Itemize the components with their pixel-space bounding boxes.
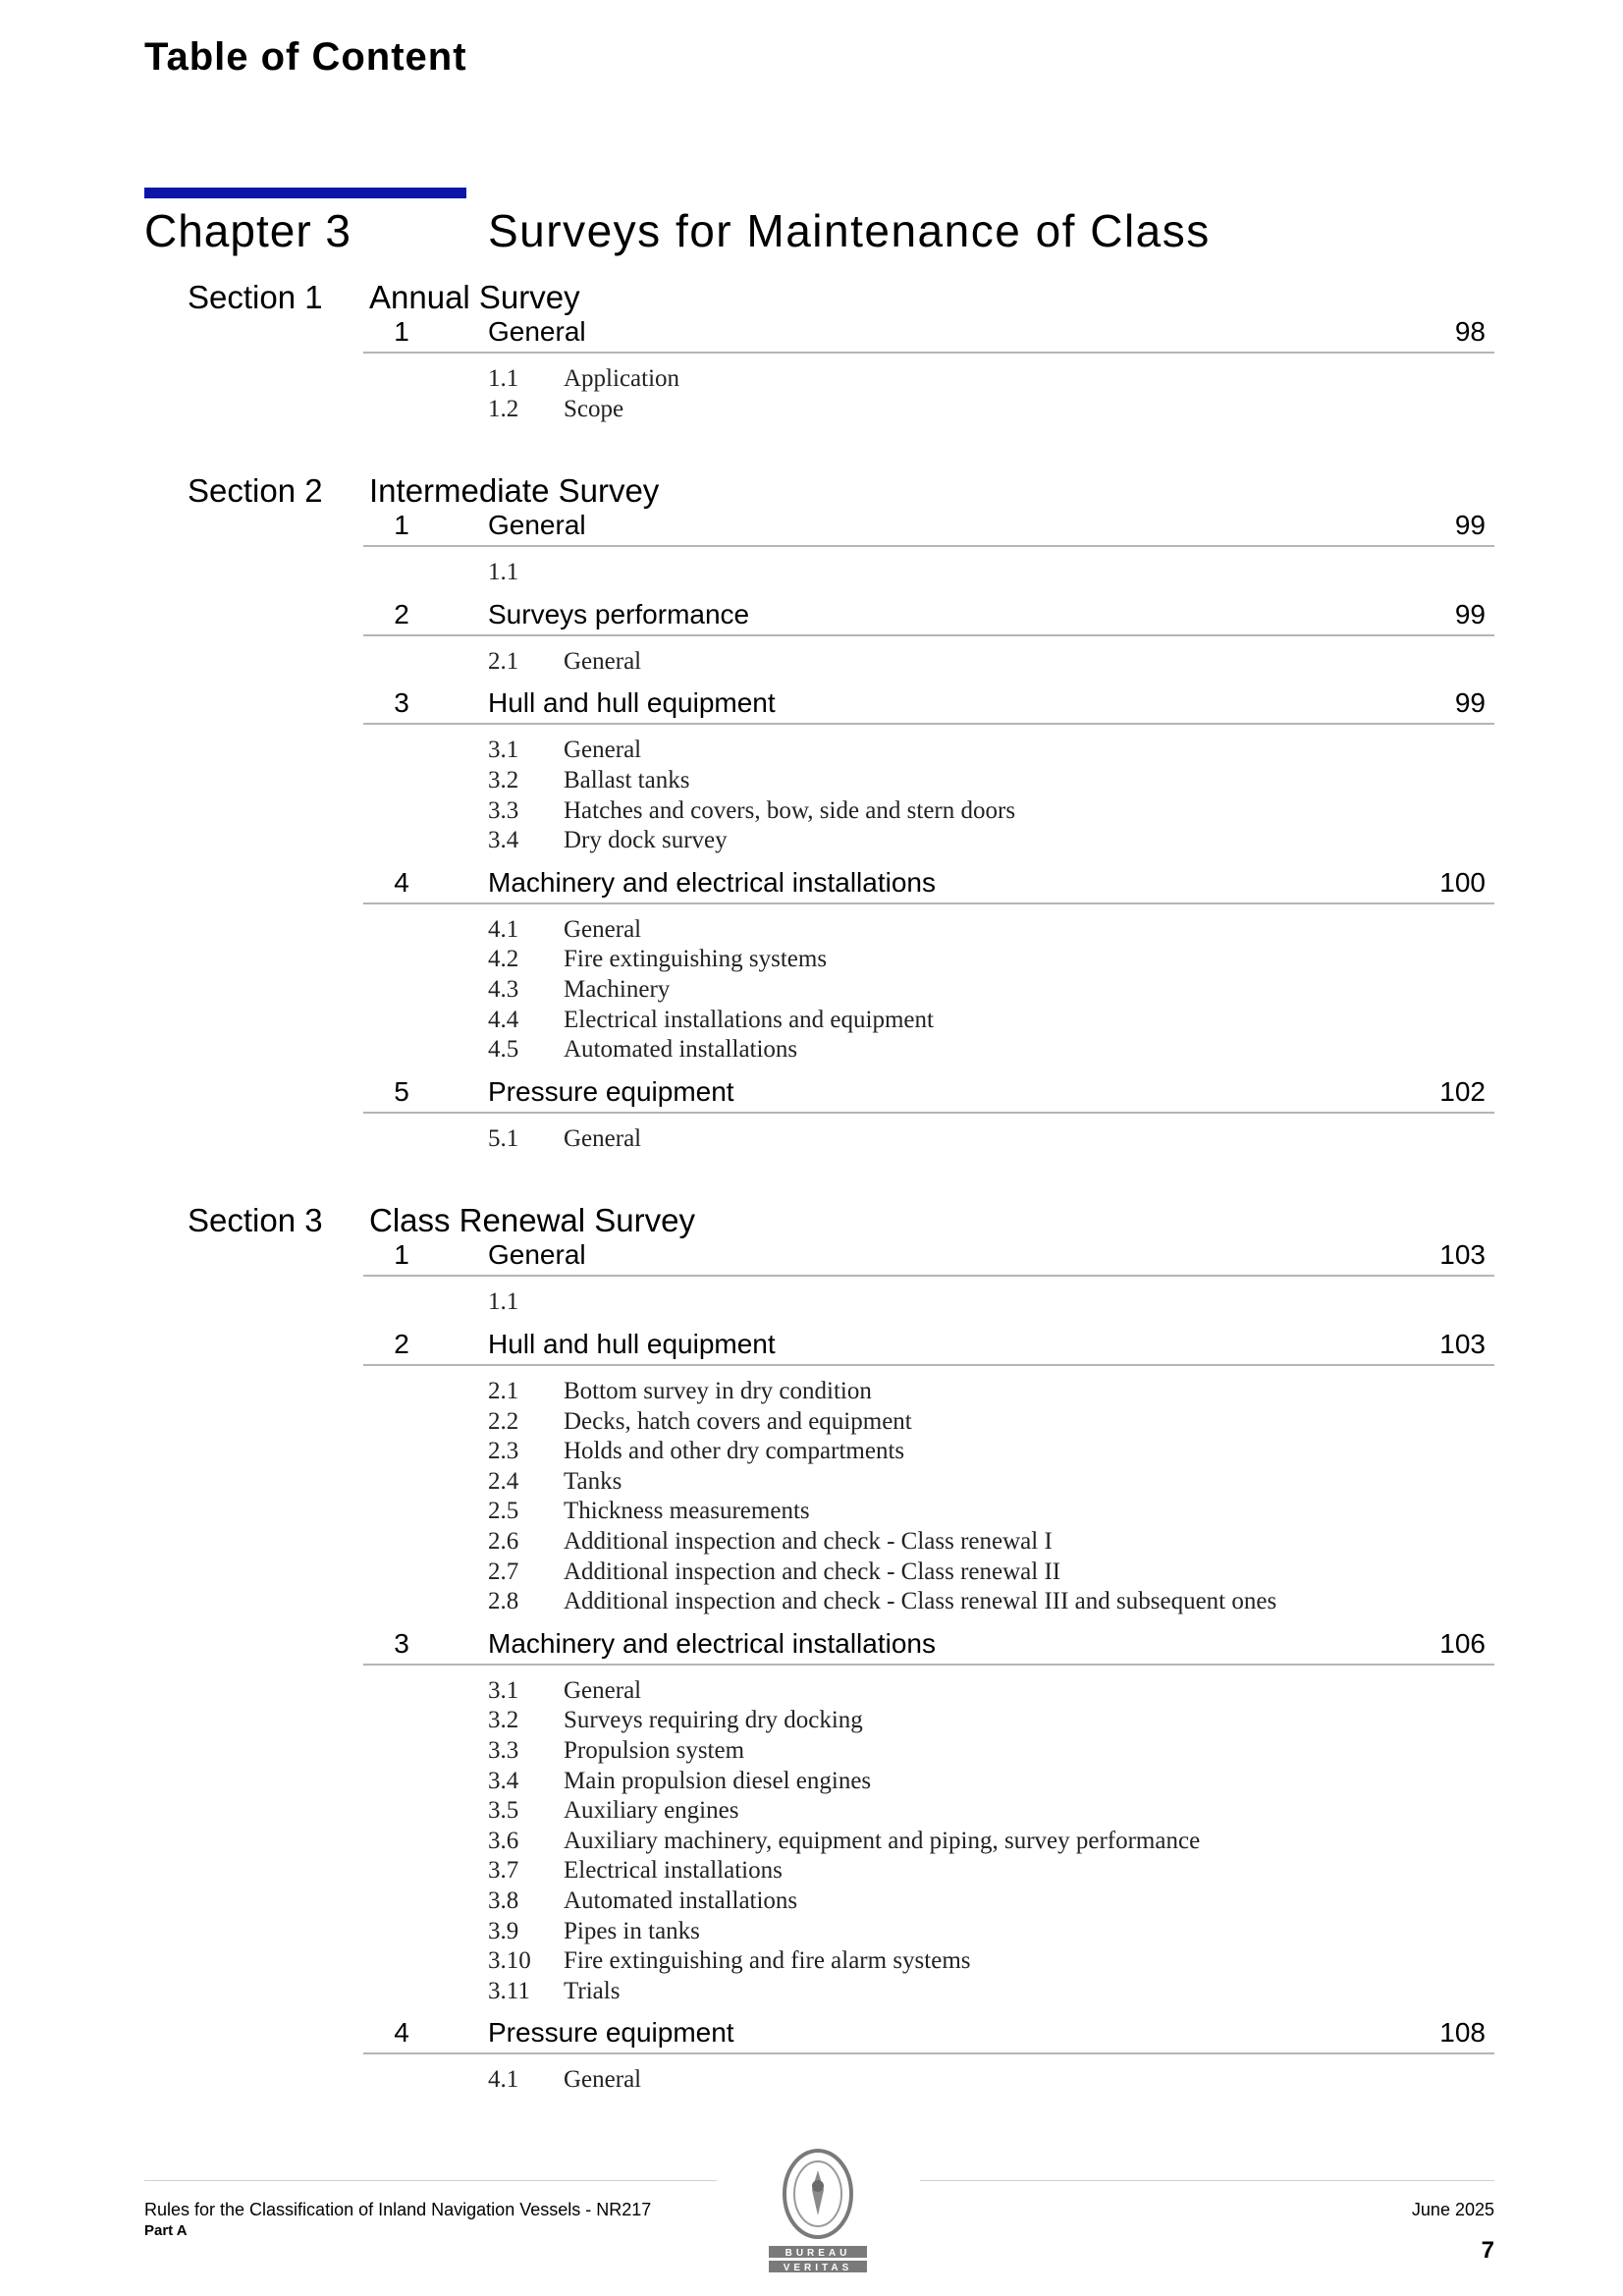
article-divider: [363, 1112, 1494, 1114]
article-number: 4: [394, 866, 409, 898]
subsection-title: Trials: [564, 1977, 621, 2004]
subsection-number: 2.1: [488, 647, 519, 675]
article-divider: [363, 902, 1494, 904]
article-divider: [363, 723, 1494, 725]
subsection-title: Surveys requiring dry docking: [564, 1707, 863, 1734]
subsection-title: Fire extinguishing systems: [564, 946, 828, 973]
subsection-title: Holds and other dry compartments: [564, 1438, 905, 1465]
subsection-title: Dry dock survey: [564, 827, 728, 854]
subsection-number: 4.2: [488, 946, 519, 973]
subsection-title: General: [564, 737, 642, 764]
article-title: Hull and hull equipment: [488, 1329, 776, 1359]
subsection-title: General: [564, 1124, 642, 1152]
subsection-title: Auxiliary engines: [564, 1797, 739, 1825]
subsection-number: 3.10: [488, 1947, 531, 1975]
subsection-title: Ballast tanks: [564, 767, 690, 793]
subsection-number: 4.5: [488, 1036, 519, 1064]
article-divider: [363, 352, 1494, 354]
subsection-title: General: [564, 915, 642, 943]
subsection-number: 2.1: [488, 1378, 519, 1404]
subsection-title: Application: [564, 365, 680, 392]
subsection-title: Machinery: [564, 976, 671, 1003]
article-divider: [363, 545, 1494, 547]
subsection-title: Additional inspection and check - Class renewal I: [564, 1528, 1053, 1555]
article-title: Surveys performance: [488, 598, 750, 629]
subsection-title: Thickness measurements: [564, 1498, 810, 1525]
subsection-number: 3.1: [488, 737, 519, 764]
article-title: Pressure equipment: [488, 1075, 734, 1107]
section-label: Section 1: [188, 279, 323, 315]
footer-document-name: Rules for the Classification of Inland Navigation Vessels - NR217: [144, 2200, 652, 2219]
subsection-number: 1.1: [488, 559, 519, 586]
section-title: Class Renewal Survey: [369, 1202, 695, 1239]
subsection-number: 2.3: [488, 1438, 519, 1465]
subsection-title: Propulsion system: [564, 1737, 745, 1764]
subsection-number: 4.1: [488, 2066, 519, 2094]
subsection-title: Automated installations: [564, 1036, 798, 1064]
article-title: General: [488, 1239, 586, 1271]
subsection-title: Fire extinguishing and fire alarm systems: [564, 1947, 971, 1975]
subsection-number: 2.6: [488, 1528, 519, 1555]
footer-part-label: Part A: [144, 2222, 188, 2239]
subsection-title: General: [564, 647, 642, 675]
article-page-number: 103: [1439, 1329, 1486, 1359]
article-number: 4: [394, 2017, 409, 2049]
bureau-veritas-logo-icon: [767, 2147, 869, 2274]
subsection-number: 2.7: [488, 1558, 519, 1585]
subsection-number: 3.1: [488, 1676, 519, 1704]
article-title: General: [488, 316, 586, 347]
article-number: 2: [394, 1329, 409, 1359]
article-page-number: 100: [1439, 866, 1486, 898]
article-divider: [363, 1664, 1494, 1666]
subsection-title: General: [564, 2066, 642, 2094]
subsection-title: Auxiliary machinery, equipment and piping, survey performance: [564, 1827, 1201, 1854]
article-divider: [363, 1364, 1494, 1366]
subsection-number: 3.4: [488, 827, 519, 854]
article-title: Machinery and electrical installations: [488, 1627, 936, 1659]
article-number: 3: [394, 1627, 409, 1659]
subsection-title: Hatches and covers, bow, side and stern doors: [564, 796, 1016, 824]
subsection-title: Electrical installations: [564, 1857, 783, 1885]
logo-word-veritas: VERITAS: [783, 2263, 853, 2273]
article-page-number: 99: [1454, 598, 1486, 629]
chapter-accent-bar: [144, 188, 466, 198]
subsection-title: Additional inspection and check - Class renewal II: [564, 1558, 1061, 1585]
footer-divider-left: [144, 2180, 717, 2181]
article-number: 3: [394, 687, 409, 719]
chapter-label: Chapter 3: [144, 205, 352, 256]
article-page-number: 98: [1454, 316, 1486, 347]
subsection-number: 3.9: [488, 1917, 519, 1944]
article-page-number: 108: [1439, 2017, 1486, 2049]
section-label: Section 2: [188, 472, 323, 510]
subsection-number: 4.3: [488, 976, 519, 1003]
footer-divider-right: [920, 2180, 1494, 2181]
subsection-number: 3.3: [488, 796, 519, 824]
footer-date: June 2025: [1411, 2200, 1494, 2219]
article-title: Pressure equipment: [488, 2017, 734, 2049]
subsection-number: 4.4: [488, 1006, 519, 1033]
subsection-title: Tanks: [564, 1467, 622, 1495]
article-number: 5: [394, 1075, 409, 1107]
logo-word-bureau: BUREAU: [784, 2248, 851, 2259]
article-divider: [363, 2052, 1494, 2054]
section-label: Section 3: [188, 1202, 323, 1239]
subsection-number: 2.2: [488, 1407, 519, 1435]
subsection-number: 5.1: [488, 1124, 519, 1152]
subsection-title: Main propulsion diesel engines: [564, 1767, 872, 1794]
section-title: Intermediate Survey: [369, 472, 660, 510]
subsection-number: 1.2: [488, 395, 519, 422]
subsection-number: 3.5: [488, 1797, 519, 1825]
footer-page-number: 7: [1481, 2237, 1494, 2264]
article-number: 1: [394, 1239, 409, 1271]
subsection-number: 3.7: [488, 1857, 519, 1885]
subsection-title: Automated installations: [564, 1887, 798, 1914]
section-title: Annual Survey: [369, 279, 580, 315]
subsection-number: 2.5: [488, 1498, 519, 1525]
subsection-number: 1.1: [488, 1288, 519, 1316]
subsection-title: Scope: [564, 395, 624, 422]
article-divider: [363, 1275, 1494, 1277]
subsection-number: 3.8: [488, 1887, 519, 1914]
article-title: General: [488, 510, 586, 541]
subsection-number: 3.4: [488, 1767, 519, 1794]
article-title: Hull and hull equipment: [488, 687, 776, 719]
subsection-title: General: [564, 1676, 642, 1704]
subsection-title: Pipes in tanks: [564, 1917, 700, 1944]
article-page-number: 102: [1439, 1075, 1486, 1107]
article-divider: [363, 634, 1494, 636]
article-number: 1: [394, 316, 409, 347]
subsection-number: 1.1: [488, 365, 519, 392]
article-number: 1: [394, 510, 409, 541]
subsection-number: 3.3: [488, 1737, 519, 1764]
article-page-number: 99: [1454, 687, 1486, 719]
article-number: 2: [394, 598, 409, 629]
page-header-title: Table of Content: [144, 35, 467, 79]
subsection-number: 2.4: [488, 1467, 519, 1495]
subsection-title: Bottom survey in dry condition: [564, 1378, 872, 1404]
subsection-number: 3.6: [488, 1827, 519, 1854]
article-title: Machinery and electrical installations: [488, 866, 936, 898]
article-page-number: 103: [1439, 1239, 1486, 1271]
subsection-title: Electrical installations and equipment: [564, 1006, 934, 1033]
subsection-number: 4.1: [488, 915, 519, 943]
subsection-number: 3.2: [488, 1707, 519, 1734]
article-page-number: 106: [1439, 1627, 1486, 1659]
subsection-number: 3.11: [488, 1977, 530, 2004]
subsection-number: 2.8: [488, 1588, 519, 1615]
article-page-number: 99: [1454, 510, 1486, 541]
subsection-number: 3.2: [488, 767, 519, 793]
subsection-title: Decks, hatch covers and equipment: [564, 1407, 912, 1435]
chapter-title: Surveys for Maintenance of Class: [488, 205, 1211, 256]
subsection-title: Additional inspection and check - Class renewal III and subsequent ones: [564, 1588, 1277, 1615]
